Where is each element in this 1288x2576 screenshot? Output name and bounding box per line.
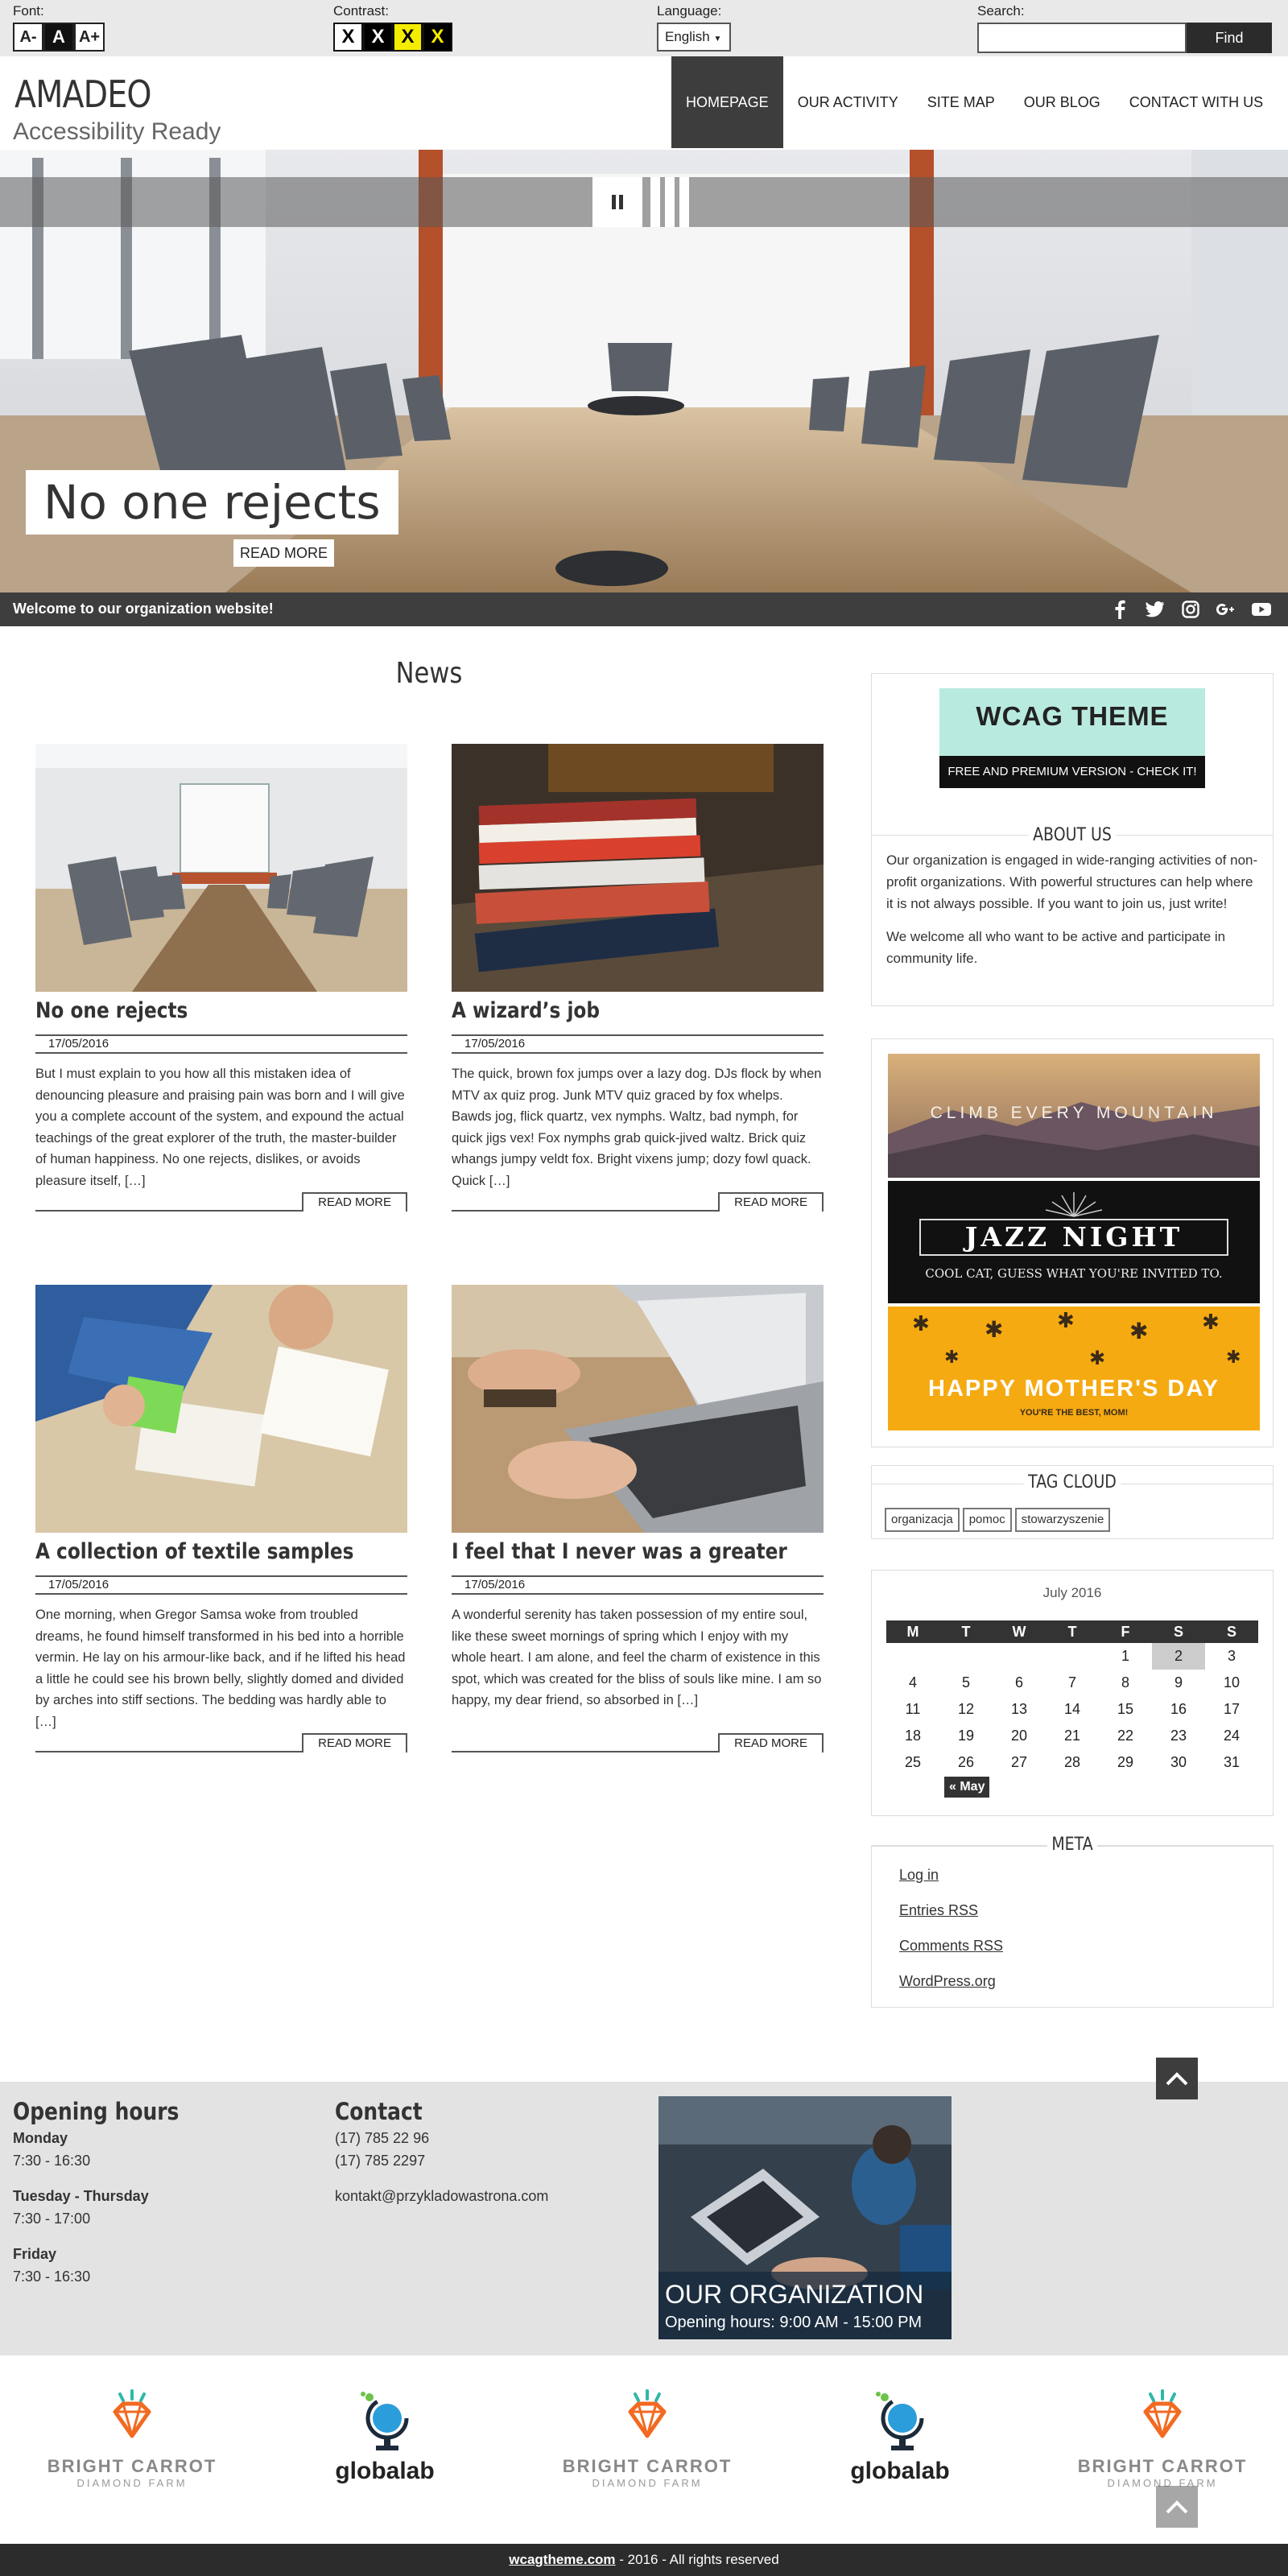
about-us-paragraph: Our organization is engaged in wide-ranging activities of non-profit organizations. With powerful structures can help where it is not always possible. If you want to join us, just write! <box>886 852 1258 911</box>
contrast-label: Contrast: <box>333 3 389 19</box>
calendar-day: 25 <box>904 1754 922 1770</box>
back-to-top-button[interactable] <box>1156 2486 1198 2528</box>
copyright-site-link[interactable]: wcagtheme.com <box>509 2552 616 2567</box>
calendar-day: 13 <box>1010 1701 1028 1717</box>
pause-icon <box>609 193 625 211</box>
contrast-controls <box>333 23 452 52</box>
contact-phone: (17) 785 2297 <box>335 2153 426 2169</box>
font-label: Font: <box>13 3 44 19</box>
font-normal-button[interactable]: A <box>43 23 74 52</box>
organization-hours: Opening hours: 9:00 AM - 15:00 PM <box>665 2314 923 2331</box>
svg-text:✱: ✱ <box>944 1348 960 1368</box>
calendar-day: 8 <box>1121 1674 1129 1690</box>
contrast-black-white-button[interactable]: X <box>363 23 393 52</box>
news-card-image[interactable] <box>452 1285 824 1533</box>
globe-icon <box>357 2388 413 2452</box>
news-card-footer <box>452 1192 824 1212</box>
calendar-day: 1 <box>1121 1648 1129 1664</box>
ad-jazz-subtitle: COOL CAT, GUESS WHAT YOU'RE INVITED TO. <box>925 1266 1223 1281</box>
calendar-caption: July 2016 <box>1042 1585 1102 1600</box>
globalab-logo[interactable] <box>811 2388 989 2500</box>
meta-wordpress-link[interactable]: WordPress.org <box>899 1973 996 1989</box>
about-us-text <box>886 849 1258 980</box>
news-card-footer <box>35 1733 407 1752</box>
contrast-yellow-black-button[interactable]: X <box>393 23 423 52</box>
svg-text:✱: ✱ <box>1202 1311 1220 1335</box>
calendar-day: 26 <box>957 1754 975 1770</box>
calendar-day: 6 <box>1014 1674 1023 1690</box>
calendar-day: 30 <box>1170 1754 1187 1770</box>
opening-hours-title: Opening hours <box>13 2098 180 2125</box>
news-card-date: 17/05/2016 <box>452 1575 824 1595</box>
facebook-icon[interactable] <box>1109 599 1130 620</box>
svg-text:✱: ✱ <box>1057 1309 1075 1333</box>
ad-climb-text: CLIMB EVERY MOUNTAIN <box>930 1104 1218 1122</box>
copyright-text: - 2016 - All rights reserved <box>615 2552 779 2567</box>
nav-our-blog[interactable]: OUR BLOG <box>1023 93 1100 110</box>
news-card-date: 17/05/2016 <box>35 1034 407 1054</box>
calendar-widget <box>871 1570 1274 1816</box>
nav-homepage[interactable]: HOMEPAGE <box>671 56 783 148</box>
news-card-footer <box>452 1733 824 1752</box>
calendar-day-header: F <box>1099 1620 1152 1643</box>
hours-day: Friday <box>13 2246 57 2262</box>
calendar-day: 24 <box>1223 1728 1241 1744</box>
logo-subtitle: DIAMOND FARM <box>592 2477 703 2489</box>
hours-day: Tuesday - Thursday <box>13 2188 149 2204</box>
language-value: English <box>665 29 710 44</box>
slide-indicator-3[interactable] <box>679 177 689 227</box>
news-card-excerpt: One morning, when Gregor Samsa woke from troubled dreams, he found himself transformed in his bed into a horrible vermin. He lay on his armour-like back, and if he lifted his head a little he could see his brown belly, slightly domed and divided by arches into stiff sections. The bedding was hardly able to […] <box>35 1608 406 1729</box>
calendar-day: 9 <box>1174 1674 1183 1690</box>
logo-subtitle: DIAMOND FARM <box>76 2477 188 2489</box>
calendar-day-today: 2 <box>1152 1643 1205 1670</box>
climb-mountain-ad[interactable] <box>888 1054 1260 1178</box>
calendar-day-header: T <box>1046 1620 1099 1643</box>
news-card-excerpt: But I must explain to you how all this mistaken idea of denouncing pleasure and praising pain was born and I will give you a complete account of the system, and expound the actual teachings of the great explorer of the truth, the master-builder of human happiness. No one rejects, dislikes, or avoids pleasure itself, […] <box>35 1067 405 1188</box>
ad-jazz-title: JAZZ NIGHT <box>964 1221 1183 1253</box>
organization-box[interactable] <box>658 2096 952 2339</box>
diamond-icon <box>1134 2388 1191 2446</box>
partner-logos <box>0 2355 1288 2544</box>
news-card-image[interactable] <box>452 744 824 992</box>
back-to-top-button[interactable] <box>1156 2058 1198 2099</box>
organization-title: OUR ORGANIZATION <box>665 2280 924 2309</box>
read-more-button[interactable]: READ MORE <box>302 1192 407 1212</box>
news-heading: News <box>395 657 463 690</box>
calendar-day-header: S <box>1152 1620 1205 1643</box>
calendar-day: 29 <box>1117 1754 1134 1770</box>
contrast-black-yellow-button[interactable]: X <box>423 23 452 52</box>
meta-widget <box>871 1835 1274 2008</box>
hero-read-more-button[interactable]: READ MORE <box>233 539 334 567</box>
twitter-icon[interactable] <box>1145 599 1166 620</box>
calendar-day: 7 <box>1067 1674 1076 1690</box>
calendar-day: 5 <box>961 1674 970 1690</box>
calendar-day: 17 <box>1223 1701 1241 1717</box>
svg-text:✱: ✱ <box>1089 1347 1106 1369</box>
ad-mothers-day-title: HAPPY MOTHER'S DAY <box>928 1376 1220 1402</box>
wcag-theme-banner[interactable] <box>939 688 1205 785</box>
globe-icon <box>872 2388 928 2452</box>
mothers-day-ad[interactable] <box>888 1307 1260 1430</box>
logo-subtitle: DIAMOND FARM <box>1107 2477 1218 2489</box>
accessibility-toolbar <box>0 0 1288 56</box>
font-decrease-button[interactable]: A- <box>13 23 43 52</box>
slider-controls <box>0 177 1288 227</box>
contact-phone: (17) 785 22 96 <box>335 2130 430 2146</box>
news-card-title[interactable]: I feel that I never was a greater <box>452 1539 787 1564</box>
calendar-day: 4 <box>908 1674 917 1690</box>
tag-cloud-widget <box>871 1465 1274 1539</box>
search-input[interactable] <box>977 23 1187 53</box>
calendar-day: 15 <box>1117 1701 1134 1717</box>
logo-name: BRIGHT CARROT <box>47 2456 217 2476</box>
site-tagline: Accessibility Ready <box>13 118 221 145</box>
calendar-day <box>939 1643 993 1670</box>
read-more-button[interactable]: READ MORE <box>302 1733 407 1752</box>
tag-link[interactable]: stowarzyszenie <box>1015 1508 1111 1532</box>
news-card-date: 17/05/2016 <box>35 1575 407 1595</box>
news-card-title[interactable]: No one rejects <box>35 998 188 1023</box>
calendar-prev-month-link[interactable]: « May <box>944 1777 989 1798</box>
font-size-controls <box>13 23 105 52</box>
jazz-night-ad[interactable] <box>888 1181 1260 1303</box>
site-title[interactable]: AMADEO <box>14 72 151 116</box>
calendar-day: 16 <box>1170 1701 1187 1717</box>
logo-name: globalab <box>850 2458 950 2484</box>
svg-text:✱: ✱ <box>1226 1348 1241 1368</box>
logo-name: BRIGHT CARROT <box>1077 2456 1248 2476</box>
calendar-day: 3 <box>1227 1648 1236 1664</box>
copyright-bar <box>0 2544 1288 2576</box>
chevron-down-icon: ▼ <box>713 35 722 43</box>
calendar-day: 22 <box>1117 1728 1134 1744</box>
tag-link[interactable]: organizacja <box>885 1508 960 1532</box>
meta-entries-rss-link[interactable]: Entries RSS <box>899 1902 979 1918</box>
pause-button[interactable] <box>592 177 642 227</box>
calendar-day: 12 <box>957 1701 975 1717</box>
conference-room-photo <box>35 744 407 992</box>
calendar-day: 20 <box>1010 1728 1028 1744</box>
calendar-day: 31 <box>1223 1754 1241 1770</box>
language-label: Language: <box>657 3 722 19</box>
news-card-excerpt: A wonderful serenity has taken possession of my entire soul, like these sweet mornings of spring which I enjoy with my whole heart. I am alone, and feel the charm of existence in this spot, which was created for the bliss of souls like mine. I am so happy, my dear friend, so absorbed in […] <box>452 1608 822 1707</box>
welcome-text: Welcome to our organization website! <box>13 601 274 617</box>
meta-comments-rss-link[interactable]: Comments RSS <box>899 1938 1004 1954</box>
news-card-title[interactable]: A collection of textile samples <box>35 1539 354 1564</box>
news-card-date: 17/05/2016 <box>452 1034 824 1054</box>
youtube-icon[interactable] <box>1251 599 1272 620</box>
chevron-up-icon <box>1166 2071 1188 2086</box>
calendar-day <box>993 1643 1046 1670</box>
news-card <box>452 1285 824 1752</box>
news-card <box>452 744 824 1212</box>
about-us-paragraph: We welcome all who want to be active and participate in community life. <box>886 929 1226 966</box>
calendar-day: 27 <box>1010 1754 1028 1770</box>
svg-text:✱: ✱ <box>1129 1318 1149 1344</box>
about-widget <box>871 673 1274 1006</box>
chevron-up-icon <box>1166 2500 1188 2514</box>
calendar-day: 14 <box>1063 1701 1081 1717</box>
news-card-footer <box>35 1192 407 1212</box>
calendar-day: 11 <box>905 1701 921 1717</box>
calendar-day: 21 <box>1063 1728 1081 1744</box>
calendar-day <box>886 1643 939 1670</box>
social-links <box>1109 599 1272 620</box>
calendar-day-header: M <box>886 1620 939 1643</box>
calendar-day: 23 <box>1170 1728 1187 1744</box>
hero-caption-title[interactable]: No one rejects <box>26 470 398 535</box>
tag-link[interactable]: pomoc <box>963 1508 1012 1532</box>
logo-name: globalab <box>335 2458 435 2484</box>
laptop-typing-photo <box>452 1285 824 1533</box>
diamond-icon <box>104 2388 160 2446</box>
organization-caption <box>658 2272 952 2339</box>
contrast-default-button[interactable]: X <box>333 23 363 52</box>
calendar-day-header: W <box>993 1620 1046 1643</box>
language-select[interactable] <box>657 23 731 52</box>
ads-widget <box>871 1038 1274 1447</box>
svg-text:✱: ✱ <box>912 1312 930 1336</box>
meta-login-link[interactable]: Log in <box>899 1867 939 1883</box>
tag-list <box>885 1508 1110 1532</box>
read-more-button[interactable]: READ MORE <box>718 1733 824 1752</box>
bright-carrot-logo[interactable] <box>559 2388 736 2500</box>
nav-our-activity[interactable]: OUR ACTIVITY <box>797 93 898 110</box>
search-label: Search: <box>977 3 1025 19</box>
read-more-button[interactable]: READ MORE <box>718 1192 824 1212</box>
news-card <box>35 744 407 1212</box>
calendar-day: 19 <box>957 1728 975 1744</box>
diamond-icon <box>619 2388 675 2446</box>
wcag-banner-subtitle: FREE AND PREMIUM VERSION - CHECK IT! <box>939 756 1205 788</box>
hours-time: 7:30 - 16:30 <box>13 2268 91 2285</box>
ad-mothers-day-subtitle: YOU'RE THE BEST, MOM! <box>1019 1408 1129 1418</box>
news-card-image[interactable] <box>35 1285 407 1533</box>
calendar-day <box>1046 1643 1099 1670</box>
hours-day: Monday <box>13 2130 68 2146</box>
bright-carrot-logo[interactable] <box>43 2388 221 2500</box>
news-card <box>35 1285 407 1752</box>
hero-slider <box>0 150 1288 592</box>
logo-name: BRIGHT CARROT <box>562 2456 733 2476</box>
svg-text:✱: ✱ <box>985 1316 1004 1343</box>
site-header <box>0 56 1288 150</box>
news-card-image[interactable] <box>35 744 407 992</box>
font-increase-button[interactable]: A+ <box>74 23 105 52</box>
slide-indicator-1[interactable] <box>650 177 660 227</box>
calendar-table <box>886 1620 1258 1776</box>
search-button[interactable]: Find <box>1187 23 1272 53</box>
tag-cloud-title: TAG CLOUD <box>1024 1472 1121 1492</box>
books-photo <box>452 744 824 992</box>
slide-indicator-2[interactable] <box>665 177 675 227</box>
wcag-banner-title: WCAG THEME <box>976 701 1169 731</box>
hours-time: 7:30 - 16:30 <box>13 2153 91 2169</box>
google-plus-icon[interactable] <box>1216 599 1236 620</box>
calendar-day-header: T <box>939 1620 993 1643</box>
nav-contact-with-us[interactable]: CONTACT WITH US <box>1129 93 1264 110</box>
calendar-day: 10 <box>1223 1674 1241 1690</box>
welcome-bar <box>0 592 1288 626</box>
bright-carrot-logo[interactable] <box>1074 2388 1251 2500</box>
meta-title: META <box>1047 1835 1097 1855</box>
calendar-day-header: S <box>1205 1620 1258 1643</box>
footer <box>0 2082 1288 2355</box>
hours-time: 7:30 - 17:00 <box>13 2211 91 2227</box>
news-card-excerpt: The quick, brown fox jumps over a lazy dog. DJs flock by when MTV ax quiz prog. Junk MTV quiz graced by fox whelps. Bawds jog, flick quartz, vex nymphs. Waltz, bad nymph, for quick jigs vex! Fox nymphs grab quick-jived waltz. Brick quiz whangs jumpy veldt fox. Bright vixens jump; dozy fowl quack. Quick […] <box>452 1067 822 1188</box>
calendar-day: 18 <box>904 1728 922 1744</box>
nav-site-map[interactable]: SITE MAP <box>927 93 995 110</box>
calendar-day: 28 <box>1063 1754 1081 1770</box>
instagram-icon[interactable] <box>1180 599 1201 620</box>
about-us-title: ABOUT US <box>1029 825 1116 845</box>
contact-email[interactable]: kontakt@przykladowastrona.com <box>335 2188 549 2204</box>
contact-title: Contact <box>335 2098 423 2125</box>
news-card-title[interactable]: A wizard’s job <box>452 998 600 1023</box>
meeting-papers-photo <box>35 1285 407 1533</box>
main-navigation <box>671 56 1278 148</box>
globalab-logo[interactable] <box>296 2388 473 2500</box>
